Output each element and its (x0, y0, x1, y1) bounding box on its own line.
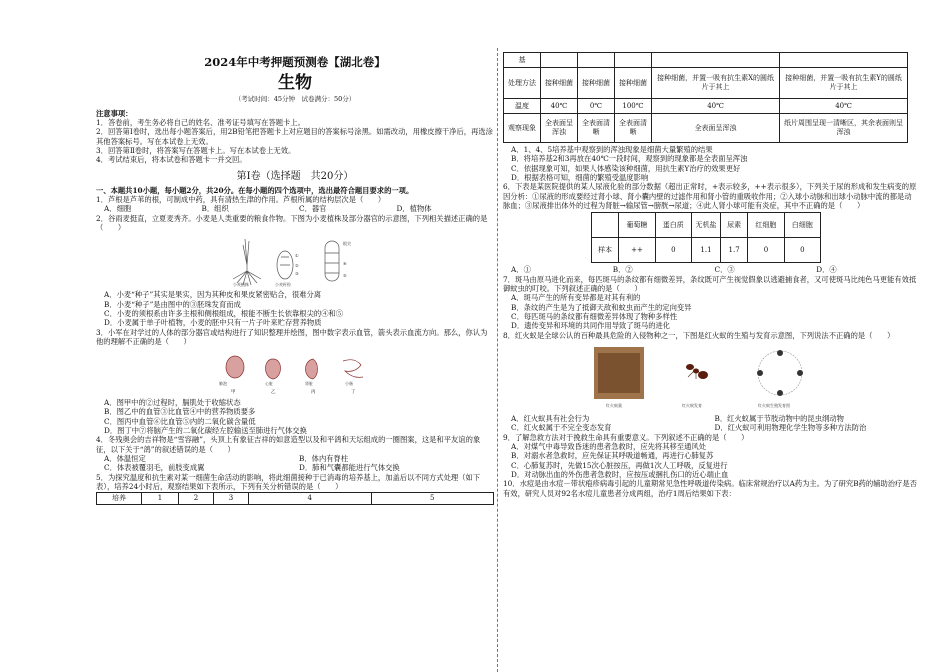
table-cell: 全表面呈浑浊 (652, 114, 780, 143)
question-4-options-row (96, 454, 494, 463)
question-2-stem: 2．谷雨麦挺直，立夏麦秀齐。小麦是人类重要的粮食作物。下图为小麦植株及部分器官的示意图，下列相关描述正确的是（ ） (96, 213, 488, 232)
table-cell: 0℃ (578, 99, 615, 114)
question-9-stem: 9．了解急救方法对于挽救生命具有重要意义。下列叙述不正确的是（ ） (503, 432, 749, 442)
question-5-table (503, 52, 908, 143)
svg-text:②: ② (295, 263, 299, 269)
table-cell (592, 213, 619, 238)
table-cell: ++ (619, 238, 655, 263)
table-cell: 3 (214, 493, 249, 505)
option[interactable]: B．对溺水者急救时，应先保证其呼吸道畅通，再进行心肺复苏 (511, 451, 714, 461)
table-row (504, 99, 908, 114)
wheat-diagram-icon (225, 235, 365, 287)
notes-heading: 注意事项： (96, 108, 133, 118)
figure-label-jia: 甲 (231, 390, 236, 396)
table-cell: 全表面清晰 (615, 114, 652, 143)
root-tip-label: 根尖 (343, 241, 351, 247)
option[interactable]: B．体内有脊柱 (299, 454, 349, 464)
svg-text:④: ④ (343, 261, 347, 267)
subject-title: 生物 (278, 72, 312, 93)
svg-text:⑤: ⑤ (343, 273, 347, 279)
option[interactable]: A．对煤气中毒导致昏迷的患者急救时，应先将其移至通风处 (511, 441, 706, 451)
svg-text:小肠: 小肠 (345, 381, 353, 387)
table-row (504, 114, 908, 143)
exam-title: 2024年中考押题预测卷【湖北卷】 (204, 55, 386, 69)
option[interactable]: D．图丁中⑦将脑产生的二氧化碳经左腔输送至肺进行气体交换 (104, 426, 307, 436)
table-cell: 处理方法 (504, 68, 541, 99)
option[interactable]: C．小麦的须根系由许多主根和侧根组成，根能不断生长依靠根尖的④和⑤ (104, 308, 344, 318)
table-cell: 1.7 (720, 238, 747, 263)
note-item: 4．考试结束后，将本试卷和答题卡一并交回。 (96, 155, 247, 165)
option[interactable]: B．将培养基2和3再放在40℃一段时间，观察到的现象都是全表面呈浑浊 (511, 154, 748, 164)
svg-text:肺泡: 肺泡 (219, 381, 227, 387)
option[interactable]: A．① (511, 265, 531, 275)
svg-text:肾脏: 肾脏 (305, 381, 313, 387)
question-1-stem: 1．芦根是芦苇的根，可制成中药，具有清热生津的作用。芦根所属的结构层次是（ ） (96, 194, 386, 204)
table-cell: 纸片周围呈现一清晰区，其余表面则呈浑浊 (780, 114, 908, 143)
table-cell (615, 53, 652, 68)
table-cell: 尿素 (720, 213, 747, 238)
option[interactable]: A．体温恒定 (104, 454, 146, 464)
table-cell: 2 (179, 493, 214, 505)
question-7-stem: 7．斑马由原马进化而来，每匹斑马的条纹都有细微差异，条纹既可产生视觉假象以逃避捕食者，又可使斑马比纯色马更能有效抵御蚊虫的叮咬。下列叙述正确的是（ ） (503, 274, 917, 293)
note-item: 2．回答第Ⅰ卷时，选出每小题答案后，用2B铅笔把答题卡上对应题目的答案标号涂黑。如需改动，用橡皮擦干净后，再选涂其他答案标号。写在本试卷上无效。 (96, 127, 493, 146)
table-cell (578, 53, 615, 68)
table-row (504, 53, 908, 68)
question-6-table (591, 212, 821, 263)
table-cell (780, 53, 908, 68)
table-row (504, 68, 908, 99)
option[interactable]: A．小麦“种子”其实是果实，因为其种皮和果皮紧密贴合，很难分离 (104, 290, 322, 300)
option[interactable]: A．细胞 (104, 204, 132, 214)
column-divider (497, 48, 498, 672)
question-6-stem: 6．下表是某医院提供的某人尿液化验的部分数据（超出正常时，+表示较多，++表示很多），下列关于尿的形成和发生病变的原因分析：①尿液的形成要经过肾小球、肾小囊内壁的过滤作用和肾小管的重吸收作用；②入球小动脉和出球小动脉中流的都是动脉血；③尿液排出体外的过程为肾脏→输尿管→膀胱→尿道；④此人肾小球可能有炎症，其中不正确的是（ ） (503, 182, 917, 210)
svg-text:③: ③ (295, 271, 299, 277)
question-8-options-row (503, 423, 918, 432)
fire-ant-cycle-caption: 红火蚁生殖发育图 (757, 402, 790, 408)
table-cell: 0 (748, 238, 784, 263)
table-row (97, 493, 494, 505)
option[interactable]: C．③ (714, 265, 735, 275)
option[interactable]: C．红火蚁属于不完全变态发育 (511, 423, 612, 433)
table-cell: 白细胞 (784, 213, 820, 238)
option[interactable]: B．小麦“种子”是由图中的③胚珠发育而成 (104, 299, 241, 309)
table-cell: 4 (249, 493, 372, 505)
option[interactable]: B．组织 (201, 204, 229, 214)
table-cell: 观察现象 (504, 114, 541, 143)
question-4-options-row (96, 463, 494, 472)
wheat-grain-label: 小麦籽粒 (275, 282, 291, 288)
table-cell: 1.1 (691, 238, 720, 263)
exam-info: （考试时间：45分钟 试卷满分：50分） (234, 95, 356, 104)
section-title: 第Ⅰ卷（选择题 共20分） (236, 170, 354, 182)
figure-label-ding: 丁 (351, 390, 356, 396)
table-cell: 接种细菌 (578, 68, 615, 99)
section-instruction: 一、本题共10小题，每小题2分，共20分。在每小题的四个选项中，选出最符合题目要求的一项。 (96, 185, 414, 195)
svg-text:心脏: 心脏 (265, 381, 273, 387)
table-cell: 40℃ (541, 99, 578, 114)
table-cell: 温度 (504, 99, 541, 114)
table-cell: 40℃ (652, 99, 780, 114)
option[interactable]: D．根据表格可知，细菌的繁殖受温度影响 (511, 172, 649, 182)
question-4-stem: 4．冬残奥会的吉祥物是“雪容融”，头顶上有象征吉祥的如意造型以及和平鸽和天坛组成的一圈图案，这是和平友谊的象征，以下关于“鸽”的叙述错误的是（ ） (96, 435, 481, 454)
table-cell: 40℃ (780, 99, 908, 114)
table-cell: 接种细菌 (615, 68, 652, 99)
option[interactable]: C．依据现象可知，如果人体感染该种细菌，用抗生素Y治疗的效果更好 (511, 163, 741, 173)
table-cell: 红细胞 (748, 213, 784, 238)
option[interactable]: A．图甲中的②过程时，膈肌处于收缩状态 (104, 398, 241, 408)
option[interactable]: D．小麦属于单子叶植物，小麦的胚中只有一片子叶来贮存营养物质 (104, 318, 322, 328)
table-cell: 无机盐 (691, 213, 720, 238)
option[interactable]: D．对动脉出血的外伤患者急救时，应按压或捆扎伤口的近心端止血 (511, 469, 729, 479)
option[interactable]: C．体表被覆羽毛，前肢变成翼 (104, 463, 205, 473)
table-cell: 样本 (592, 238, 619, 263)
table-row (592, 238, 821, 263)
left-column (96, 0, 494, 672)
table-cell (652, 53, 780, 68)
table-cell (541, 53, 578, 68)
table-cell: 接种细菌，并置一吸有抗生素X的圆纸片于其上 (652, 68, 780, 99)
option[interactable]: D．植物体 (396, 204, 432, 214)
option[interactable]: A．1、4、5培养基中观察到的浑浊现象是细菌大量繁殖的结果 (511, 145, 713, 154)
table-cell: 接种细菌 (541, 68, 578, 99)
option[interactable]: B．图乙中的血管③比血管④中的营养物质要多 (104, 407, 256, 417)
option[interactable]: C．器官 (299, 204, 327, 214)
svg-text:①: ① (295, 253, 299, 259)
option[interactable]: D．④ (816, 265, 837, 275)
table-cell: 100℃ (615, 99, 652, 114)
table-cell: 接种细菌，并置一吸有抗生素Y的圆纸片于其上 (780, 68, 908, 99)
option[interactable]: B．② (612, 265, 633, 275)
table-cell: 0 (784, 238, 820, 263)
question-5-stem: 5．为探究温度和抗生素对某一细菌生命活动的影响，将此细菌接种于已消毒的培养基上，加盖后以不同方式处理（如下表），培养24小时后，观察结果如下表所示，下列有关分析错误的是（ ） (96, 472, 481, 492)
table-cell: 培养 (97, 493, 142, 505)
wheat-plant-label: 小麦植株 (233, 282, 249, 288)
option[interactable]: A．斑马产生的所有变异都是对其有利的 (511, 293, 641, 303)
question-5-table-head (96, 492, 494, 505)
option[interactable]: C．心肺复苏时，先做15次心脏按压，再做1次人工呼吸，反复进行 (511, 460, 728, 470)
table-row (592, 213, 821, 238)
figure-label-bing: 丙 (311, 390, 316, 396)
option[interactable]: A．红火蚁具有社会行为 (511, 413, 590, 423)
organ-diagram-icon (215, 349, 375, 395)
question-10-stem: 10．水痘是由水痘－带状疱疹病毒引起的儿童期常见急性呼吸道传染病。临床常规治疗以A药为主。为了研究B药的辅助治疗是否有效，研究人员对92名水痘儿童患者分成两组，治疗1周后结果如下表： (503, 479, 917, 498)
note-item: 1．答卷前，考生务必将自己的姓名、准考证号填写在答题卡上。 (96, 118, 305, 128)
organ-figure (215, 349, 375, 395)
table-cell: 1 (142, 493, 179, 505)
note-item: 3．回答第Ⅱ卷时，将答案写在答题卡上。写在本试卷上无效。 (96, 146, 296, 156)
fire-ant-figure (586, 343, 836, 411)
right-column (503, 0, 918, 672)
fire-ant-nest-caption: 红火蚁巢 (605, 402, 622, 408)
option[interactable]: C．图丙中血管⑥比血管⑤内的二氧化碳含量低 (104, 416, 256, 426)
question-1-options (96, 204, 494, 213)
option[interactable]: B．红火蚁属于节肢动物中的昆虫纲动物 (714, 413, 844, 423)
question-8-stem: 8．红火蚁是全球公认的百种最具危险的入侵物种之一，下图是红火蚁的生殖与发育示意图，下列说法不正确的是（ ） (503, 330, 895, 340)
table-cell: 全表面清晰 (578, 114, 615, 143)
wheat-figure (225, 235, 365, 287)
option[interactable]: D．红火蚁可利用物理化学生物等多种方法防治 (714, 423, 867, 433)
table-cell: 5 (371, 493, 494, 505)
question-6-options (503, 265, 918, 274)
fire-ant-dev-caption: 红火蚁发育 (681, 402, 702, 408)
table-cell: 基 (504, 53, 541, 68)
table-cell: 0 (655, 238, 691, 263)
table-cell: 全表面呈浑浊 (541, 114, 578, 143)
question-8-options-row (503, 414, 918, 423)
question-3-stem: 3．小军在对学过的人体的部分器官或结构进行了知识整理并绘图，图中数字表示血管，箭头表示血流方向。那么，你认为他的理解不正确的是（ ） (96, 327, 488, 346)
fire-ant-diagram-icon (586, 343, 836, 411)
option[interactable]: D．肺和气囊都能进行气体交换 (299, 463, 400, 473)
table-cell: 葡萄糖 (619, 213, 655, 238)
option[interactable]: C．每匹斑马的条纹都有细微差异体现了物种多样性 (511, 311, 678, 321)
figure-label-yi: 乙 (271, 390, 276, 396)
table-cell: 蛋白质 (655, 213, 691, 238)
option[interactable]: D．遗传变异和环境的共同作用导致了斑马的进化 (511, 321, 671, 331)
option[interactable]: B．条纹的产生是为了抵御天敌和蚊虫而产生的定向变异 (511, 302, 692, 312)
